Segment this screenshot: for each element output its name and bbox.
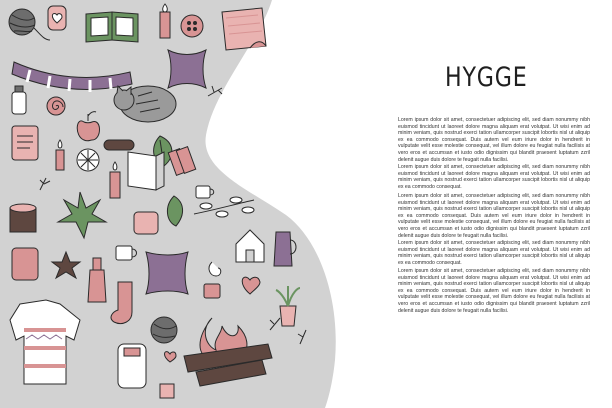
page-title: HYGGE xyxy=(445,62,528,94)
stump-icon xyxy=(10,204,36,232)
yarn-ball-small-icon xyxy=(151,317,177,343)
soap-icon xyxy=(134,212,158,234)
log-icon xyxy=(104,140,134,150)
button-icon xyxy=(181,15,203,37)
pink-mug-icon xyxy=(204,284,220,298)
lemon-slice-icon xyxy=(77,149,99,171)
small-pot-icon xyxy=(160,384,174,398)
body-paragraph-2: Lorem ipsum dolor sit amet, consectetuer adipiscing elit, sed diam nonummy nibh euismod tincidunt ut laoreet dolore magna aliquam erat volutpat. Ut wisi enim ad minim veniam, quis nostrud exerci tation ullamcorper suscipit lobortis nisl ut aliquip ex ea commodo consequat. xyxy=(398,164,590,190)
body-paragraph-5: Lorem ipsum dolor sit amet, consectetuer adipiscing elit, sed diam nonummy nibh euismod tincidunt ut laoreet dolore magna aliquam erat volutpat. Ut wisi enim ad minim veniam, quis nostrud exerci tation ullamcorper suscipit lobortis nisl ut aliquip ex ea commodo consequat. Duis autem vel eum iriure dolor in hendrerit in vulputate velit esse molestie consequat, vel illum dolore eu feugiat nulla facilisis at vero eros et accumsan et iusto odio dignissim qui blandit praesent luptatum zzril delenit augue duis dolore te feugait nulla facilisi. xyxy=(398,268,590,314)
note-card-icon xyxy=(12,126,38,160)
blanket-icon xyxy=(222,8,266,50)
pink-block-icon xyxy=(12,248,38,280)
pillow-icon xyxy=(168,50,206,88)
body-paragraph-3: Lorem ipsum dolor sit amet, consectetuer adipiscing elit, sed diam nonummy nibh euismod tincidunt ut laoreet dolore magna aliquam erat volutpat. Ut wisi enim ad minim veniam, quis nostrud exerci tation ullamcorper suscipit lobortis nisl ut aliquip ex ea commodo consequat. Duis autem vel eum iriure dolor in hendrerit in vulputate velit esse molestie consequat, vel illum dolore eu feugiat nulla facilisis at vero eros et accumsan et iusto odio dignissim qui blandit praesent luptatum zzril delenit augue duis dolore te feugait nulla facilisi. xyxy=(398,193,590,239)
square-pillow-icon xyxy=(146,252,188,294)
jar-lantern-icon xyxy=(118,344,146,388)
soap-block-icon xyxy=(128,152,164,190)
open-book-icon xyxy=(86,12,138,42)
body-paragraph-1: Lorem ipsum dolor sit amet, consectetuer adipiscing elit, sed diam nonummy nibh euismod tincidunt ut laoreet dolore magna aliquam erat volutpat. Ut wisi enim ad minim veniam, quis nostrud exerci tation ullamcorper suscipit lobortis nisl ut aliquip ex ea commodo consequat. Duis autem vel eum iriure dolor in hendrerit in vulputate velit esse molestie consequat, vel illum dolore eu feugiat nulla facilisis at vero eros et accumsan et iusto odio dignissim qui blandit praesent luptatum zzril delenit augue duis dolore te feugait nulla facilisi. xyxy=(398,117,590,163)
body-paragraph-4: Lorem ipsum dolor sit amet, consectetuer adipiscing elit, sed diam nonummy nibh euismod tincidunt ut laoreet dolore magna aliquam erat volutpat. Ut wisi enim ad minim veniam, quis nostrud exerci tation ullamcorper suscipit lobortis nisl ut aliquip ex ea commodo consequat. xyxy=(398,240,590,266)
heart-card-icon xyxy=(48,6,66,30)
spiral-icon xyxy=(47,97,65,115)
